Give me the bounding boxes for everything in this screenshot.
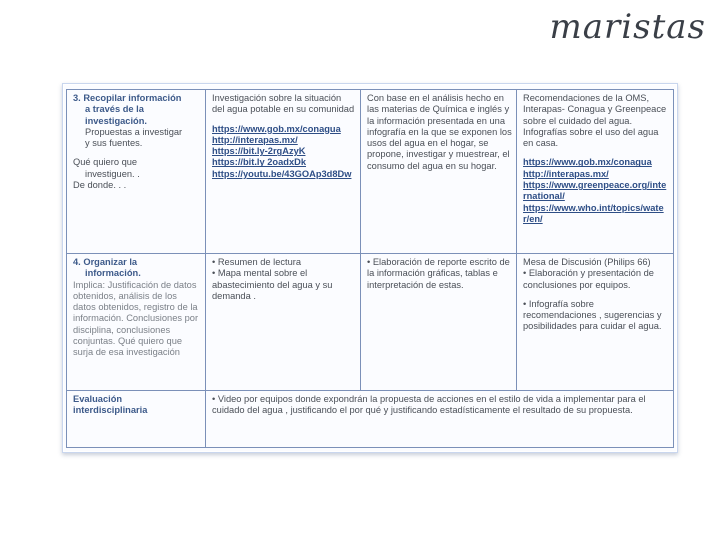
resource-link[interactable]: http://interapas.mx/ [523,168,609,179]
stage-question: investiguen. . [85,168,140,179]
stage-cell [67,391,206,448]
resource-link[interactable]: https://youtu.be/43GOAp3d8Dw [212,168,352,179]
maristas-logo: maristas [549,7,706,47]
evaluation-bullet: • Video por equipos donde expondrán la propuesta de acciones en el estilo de vida a implementar para el cuidado del agua , justificando el por qué y justificando estadísticamente el resultado de su propuesta. [212,394,669,417]
stage-title: Evaluación [73,394,123,404]
resource-link[interactable]: https://bit.ly 2oadxDk [212,157,307,168]
activity-text: Con base en el análisis hecho en las materias de Química e inglés y la información presentada en una infografía en la que se exponen los usos del agua en el hogar, se propone, investigar y muestrear, el consumo del agua en su hogar. [367,93,512,171]
activity-cell [206,254,361,391]
stage-question: De donde. . . [73,180,127,191]
table-row [67,391,674,448]
resource-link[interactable]: https://www.greenpeace.org/international/ [523,180,667,202]
activity-cell [361,90,517,254]
resource-link[interactable]: http://interapas.mx/ [212,134,298,145]
stage-title: investigación. [85,115,147,126]
stage-title: interdisciplinaria [73,405,148,416]
activity-cell [361,254,517,391]
discussion-heading: Mesa de Discusión (Philips 66) [523,257,651,267]
table-row [67,254,674,391]
stage-title: 4. Organizar la [73,257,138,267]
activity-bullet: • Elaboración de reporte escrito de la información gráficas, tablas e interpretación de estas. [367,257,512,291]
resource-link[interactable]: https://www.gob.mx/conagua [212,123,341,134]
resource-link[interactable]: https://www.gob.mx/conagua [523,157,652,168]
evaluation-cell [206,391,674,448]
stage-description: y sus fuentes. [85,138,143,149]
resources-cell [517,90,674,254]
stage-title: a través de la [85,104,144,115]
activity-text: Investigación sobre la situación del agua potable en su comunidad [212,93,355,115]
stage-description: Propuestas a investigar [85,126,183,137]
activity-bullet: • Resumen de lectura [212,257,356,268]
stage-question: Qué quiero que [73,157,138,168]
stage-title: información. [85,268,141,279]
stage-title: 3. Recopilar información [73,93,182,103]
stage-cell [67,254,206,391]
stage-cell [67,90,206,254]
activity-cell [206,90,361,254]
activity-bullet: • Elaboración y presentación de conclusiones por equipos. [523,268,669,291]
stage-description: Implica: Justificación de datos obtenidos, análisis de los datos obtenidos, registro de la información. Conclusiones por disciplina, conclusiones conjuntas. Qué quiero que surja de esa investigación [73,279,199,358]
resources-text: Recomendaciones de la OMS, Interapas- Conagua y Greenpeace sobre el cuidado del agua. Infografías sobre el uso del agua en casa. [523,93,667,149]
resources-cell [517,254,674,391]
resource-link[interactable]: https://www.who.int/topics/water/en/ [523,202,664,224]
activity-bullet: • Mapa mental sobre el abastecimiento del agua y su demanda . [212,268,356,302]
table-row [67,90,674,254]
project-plan-table [66,89,674,448]
resource-link[interactable]: https://bit.ly-2rgAzyK [212,146,306,157]
activity-bullet: • Infografía sobre recomendaciones , sugerencias y posibilidades para cuidar el agua. [523,299,669,333]
